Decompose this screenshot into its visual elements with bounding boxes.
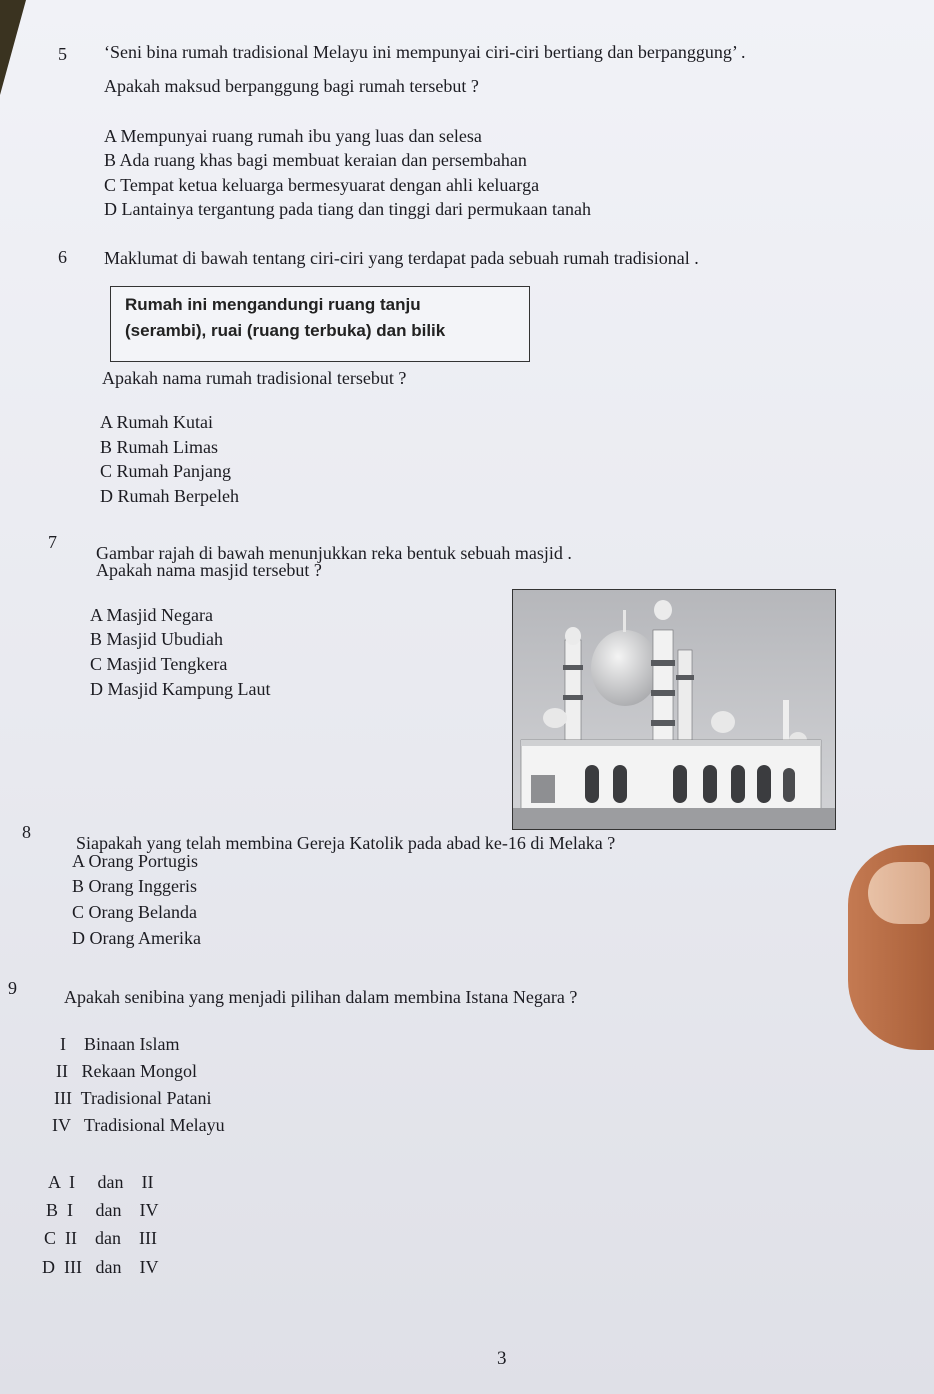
- question-7-option-c[interactable]: C Masjid Tengkera: [90, 654, 228, 674]
- question-5-option-d[interactable]: D Lantainya tergantung pada tiang dan tinggi dari permukaan tanah: [104, 199, 592, 219]
- question-8-option-c[interactable]: C Orang Belanda: [72, 902, 197, 922]
- question-5-option-c[interactable]: C Tempat ketua keluarga bermesyuarat dengan ahli keluarga: [104, 175, 540, 195]
- question-9-statement-i: I Binaan Islam: [60, 1034, 180, 1054]
- question-9-text: Apakah senibina yang menjadi pilihan dalam membina Istana Negara ?: [64, 987, 578, 1007]
- question-5-number: 5: [58, 44, 67, 64]
- question-7-prompt: Apakah nama masjid tersebut ?: [96, 560, 322, 580]
- question-8-option-b[interactable]: B Orang Inggeris: [72, 876, 197, 896]
- question-9-statement-iv: IV Tradisional Melayu: [52, 1115, 225, 1135]
- question-8-option-d[interactable]: D Orang Amerika: [72, 928, 201, 948]
- question-9-statement-ii: II Rekaan Mongol: [56, 1061, 197, 1081]
- mosque-illustration: [513, 590, 835, 829]
- question-7-option-d[interactable]: D Masjid Kampung Laut: [90, 679, 271, 699]
- question-9-option-b[interactable]: B I dan IV: [46, 1200, 159, 1220]
- page-number: 3: [497, 1348, 507, 1369]
- question-6-text: Maklumat di bawah tentang ciri-ciri yang terdapat pada sebuah rumah tradisional .: [104, 248, 699, 268]
- question-9-number: 9: [8, 978, 17, 998]
- question-7-option-b[interactable]: B Masjid Ubudiah: [90, 629, 223, 649]
- question-8-text: Siapakah yang telah membina Gereja Katolik pada abad ke-16 di Melaka ?: [76, 833, 616, 853]
- question-7-text: Gambar rajah di bawah menunjukkan reka bentuk sebuah masjid .: [96, 543, 572, 563]
- question-6-option-b[interactable]: B Rumah Limas: [100, 437, 218, 457]
- question-9-option-d[interactable]: D III dan IV: [42, 1257, 159, 1277]
- question-9-statement-iii: III Tradisional Patani: [54, 1088, 212, 1108]
- question-6-number: 6: [58, 247, 67, 267]
- question-9-option-c[interactable]: C II dan III: [44, 1228, 157, 1248]
- question-5-option-a[interactable]: A Mempunyai ruang rumah ibu yang luas dan selesa: [104, 126, 482, 146]
- info-box: [110, 286, 530, 362]
- info-box-line-1: Rumah ini mengandungi ruang tanju: [125, 295, 421, 314]
- question-5-prompt: Apakah maksud berpanggung bagi rumah tersebut ?: [104, 76, 479, 96]
- mosque-image: [512, 589, 836, 830]
- background-shadow: [0, 0, 26, 95]
- question-6-option-d[interactable]: D Rumah Berpeleh: [100, 486, 239, 506]
- question-7-number: 7: [48, 532, 57, 552]
- thumbnail: [868, 862, 930, 924]
- question-5-text: ‘Seni bina rumah tradisional Melayu ini mempunyai ciri-ciri bertiang dan berpanggung’ .: [104, 42, 746, 62]
- question-7-option-a[interactable]: A Masjid Negara: [90, 605, 213, 625]
- question-8-number: 8: [22, 822, 31, 842]
- info-box-line-2: (serambi), ruai (ruang terbuka) dan bilik: [125, 321, 446, 340]
- question-6-prompt: Apakah nama rumah tradisional tersebut ?: [102, 368, 407, 388]
- question-8-option-a[interactable]: A Orang Portugis: [72, 851, 198, 871]
- question-9-option-a[interactable]: A I dan II: [48, 1172, 154, 1192]
- question-6-option-c[interactable]: C Rumah Panjang: [100, 461, 231, 481]
- question-6-option-a[interactable]: A Rumah Kutai: [100, 412, 213, 432]
- question-5-option-b[interactable]: B Ada ruang khas bagi membuat keraian dan persembahan: [104, 150, 527, 170]
